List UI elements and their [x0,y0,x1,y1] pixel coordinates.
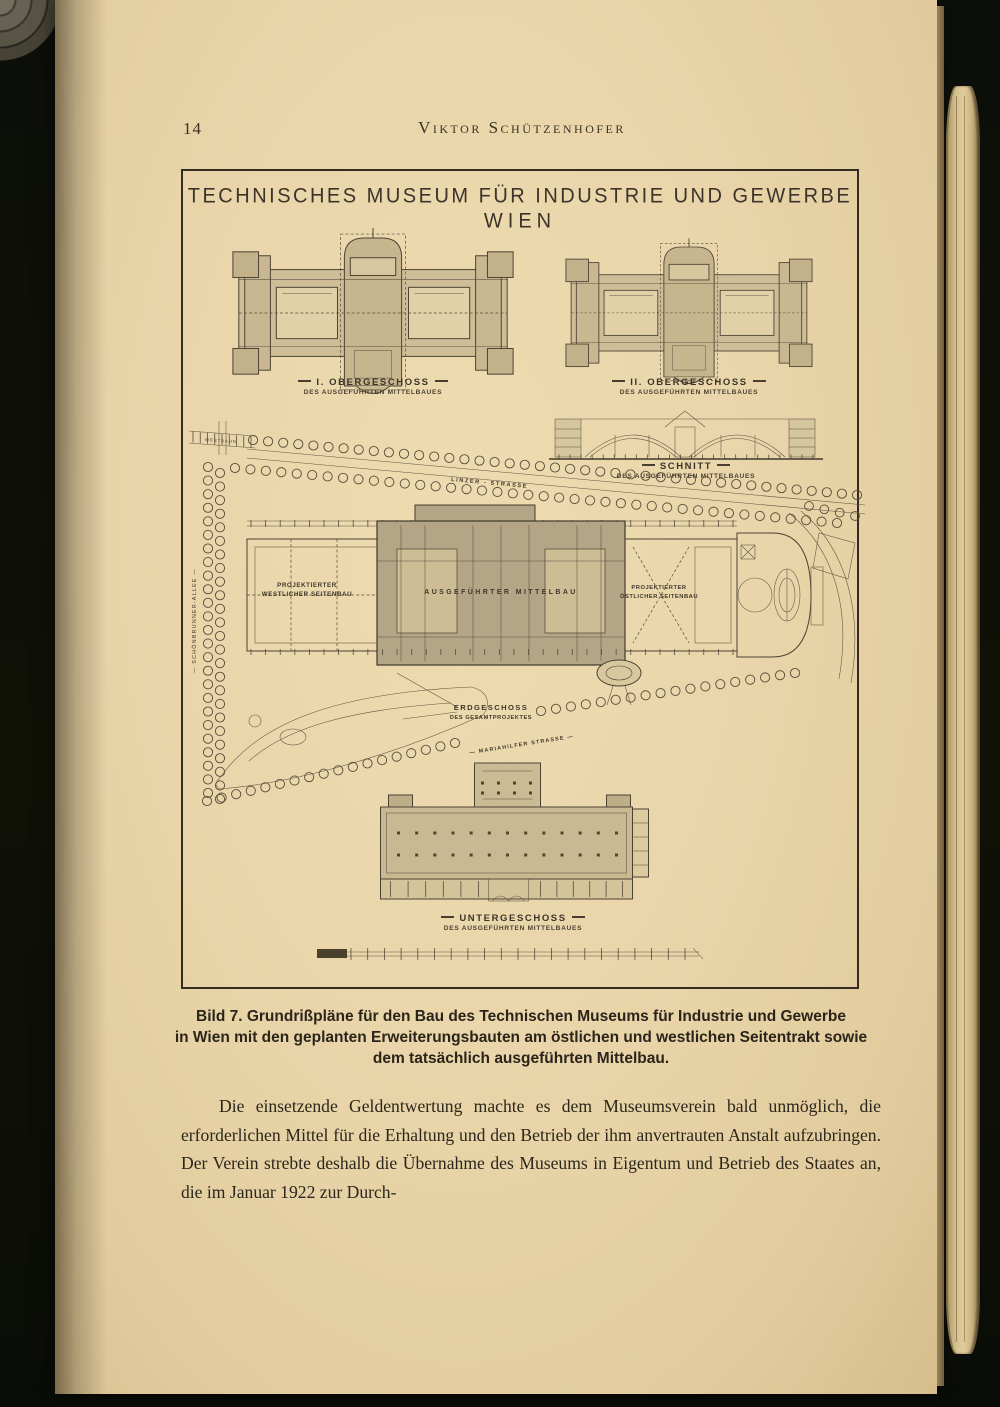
page-edge-sliver [937,6,944,1386]
book-page [55,0,937,1394]
right-page-edges [946,86,980,1354]
caption-line1: Bild 7. Grundrißpläne für den Bau des Technischen Museums für Industrie und Gewerbe [196,1008,846,1025]
plan2-caption [559,377,819,396]
east-rotunda [737,533,823,657]
page-number: 14 [183,119,202,138]
east-wing-label-1: PROJEKTIERTER [631,585,687,591]
plan1-subtitle: DES AUSGEFÜHRTEN MITTELBAUES [303,389,443,396]
ground-floor-sublabel: DES GESAMTPROJEKTES [449,715,533,721]
west-wing-label-2: WESTLICHER SEITENBAU [261,591,353,598]
basement-title: UNTERGESCHOSS [369,913,657,924]
section-subtitle: DES AUSGEFÜHRTEN MITTELBAUES [616,473,756,480]
section-title: SCHNITT [549,461,823,472]
body-paragraph: Die einsetzende Geldentwertung machte es dem Museumsverein bald unmöglich, die erforderlichen Mittel für die Erhaltung und den Betrieb der ihm anvertrauten Anstalt aufzubringen. Der Verein strebte deshalb die Übernahme des Museums in Eigentum und Betrieb des Staates an, die im Januar 1922 zur Durch- [181,1096,881,1202]
basement-caption [369,913,657,932]
scale-bar [313,943,705,965]
tree-col-west-2 [215,468,224,803]
plan1-caption [225,377,521,396]
center-block-label: AUSGEFÜHRTER MITTELBAU [424,589,578,596]
ground-floor-label: ERDGESCHOSS [453,703,529,712]
page-corner-stack [0,0,58,92]
figure-bild7 [181,169,859,989]
tree-col-west-1 [203,462,212,797]
figure-title-line1: TECHNISCHES MUSEUM FÜR INDUSTRIE UND GEWERBE [187,184,853,208]
basement-subtitle: DES AUSGEFÜHRTEN MITTELBAUES [443,925,583,932]
caption-line3: dem tatsächlich ausgeführten Mittelbau. [372,1050,670,1067]
east-road [789,511,855,683]
east-wing-label-2: ÖSTLICHER SEITENBAU [619,594,699,600]
street-south-label: — MARIAHILFER STRASSE — [469,733,575,757]
caption-line2: in Wien mit den geplanten Erweiterungsbauten am östlichen und westlichen Seitentrakt sowie [174,1029,868,1046]
railway-label: WESTBAHN [204,437,237,445]
plan2-title: II. OBERGESCHOSS [559,377,819,388]
plan-basement [369,757,657,907]
running-header: Viktor Schützenhofer [418,118,626,137]
figure-title-line2: WIEN [483,209,557,233]
plan-first-upper-floor [225,231,521,393]
tree-row-south-east [536,668,799,715]
street-north-label: LINZER - STRASSE [450,477,529,490]
section-caption [549,461,823,480]
plan2-subtitle: DES AUSGEFÜHRTEN MITTELBAUES [619,389,759,396]
plan1-title: I. OBERGESCHOSS [225,377,521,388]
avenue-west-label: — SCHÖNBRUNNER-ALLEE — [192,568,198,673]
west-wing-label-1: PROJEKTIERTER [277,582,337,589]
figure-caption [140,1006,902,1069]
plan-second-upper-floor [559,233,819,391]
